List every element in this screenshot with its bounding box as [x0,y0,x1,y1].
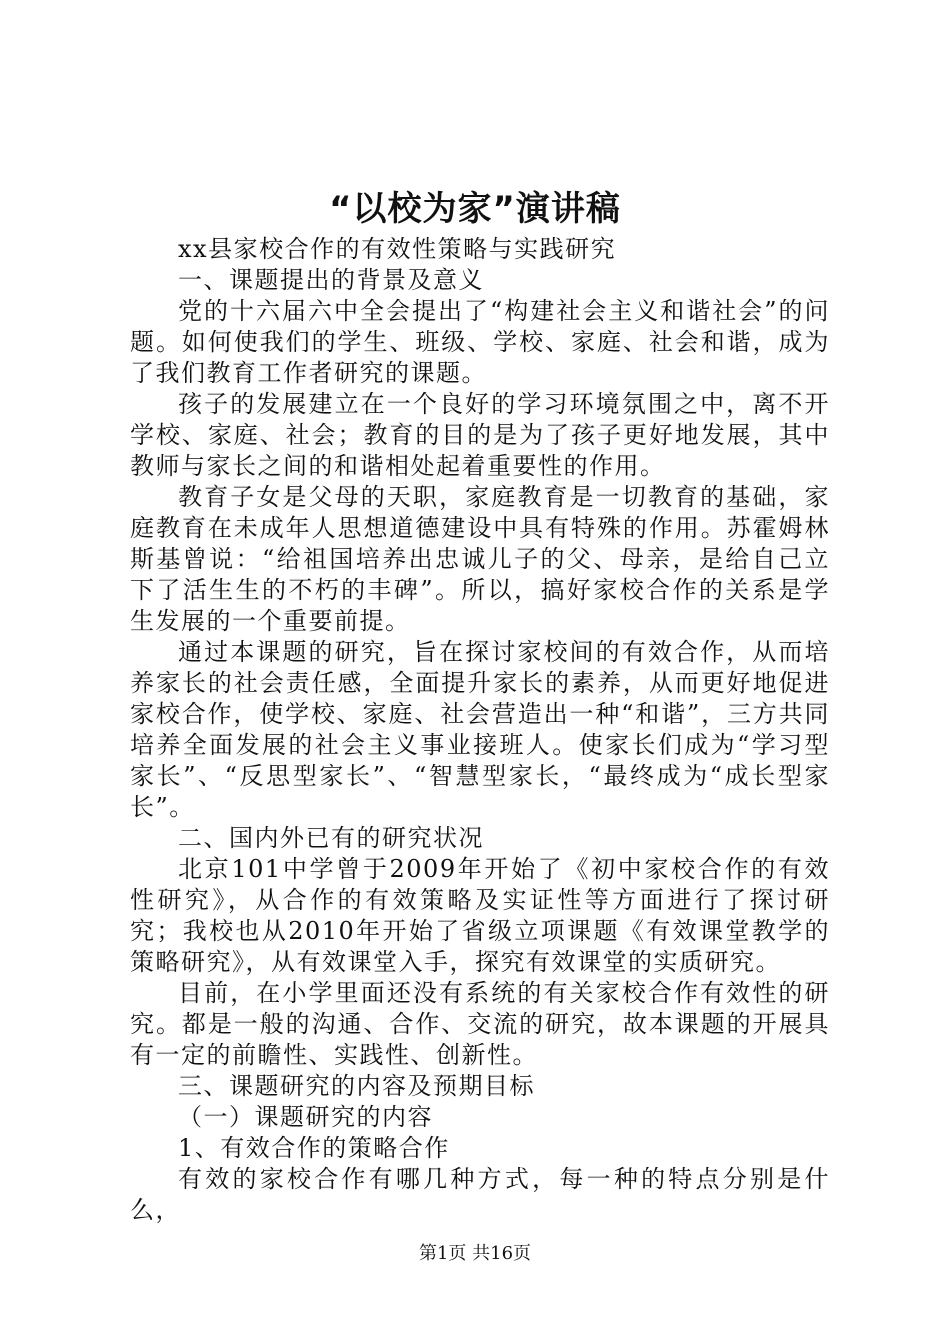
document-body [130,234,830,1226]
paragraph: 北京101中学曾于2009年开始了《初中家校合作的有效性研究》，从合作的有效策略及实证性等方面进行了探讨研究；我校也从2010年开始了省级立项课题《有效课堂教学的策略研究》，从有效课堂入手，探究有效课堂的实质研究。 [130,855,830,976]
document-title: “以校为家”演讲稿 [329,189,621,229]
paragraph: 教育子女是父母的天职，家庭教育是一切教育的基础，家庭教育在未成年人思想道德建设中具有特殊的作用。苏霍姆林斯基曾说：“给祖国培养出忠诚儿子的父、母亲，是给自己立下了活生生的不朽的丰碑”。所以，搞好家校合作的关系是学生发展的一个重要前提。 [130,483,830,635]
section-heading-3: 三、课题研究的内容及预期目标 [178,1072,535,1100]
subsection-heading: （一）课题研究的内容 [178,1103,433,1131]
paragraph: 目前，在小学里面还没有系统的有关家校合作有效性的研究。都是一般的沟通、合作、交流的研究，故本课题的开展具有一定的前瞻性、实践性、创新性。 [130,979,830,1069]
section-heading-1: 一、课题提出的背景及意义 [178,266,484,294]
paragraph: 党的十六届六中全会提出了“构建社会主义和谐社会”的问题。如何使我们的学生、班级、学校、家庭、社会和谐，成为了我们教育工作者研究的课题。 [130,297,830,387]
paragraph: 通过本课题的研究，旨在探讨家校间的有效合作，从而培养家长的社会责任感，全面提升家长的素养，从而更好地促进家校合作，使学校、家庭、社会营造出一种“和谐”，三方共同培养全面发展的社会主义事业接班人。使家长们成为“学习型家长”、“反思型家长”、“智慧型家长，“最终成为“成长型家长”。 [130,638,830,821]
subtitle-line: xx县家校合作的有效性策略与实践研究 [178,235,617,263]
section-heading-2: 二、国内外已有的研究状况 [178,824,484,852]
paragraph: 有效的家校合作有哪几种方式，每一种的特点分别是什么， [130,1165,830,1224]
item-heading: 1、有效合作的策略合作 [178,1134,450,1162]
paragraph: 孩子的发展建立在一个良好的学习环境氛围之中，离不开学校、家庭、社会；教育的目的是为了孩子更好地发展，其中教师与家长之间的和谐相处起着重要性的作用。 [130,390,830,480]
page-number-footer: 第1页 共16页 [418,1243,532,1264]
